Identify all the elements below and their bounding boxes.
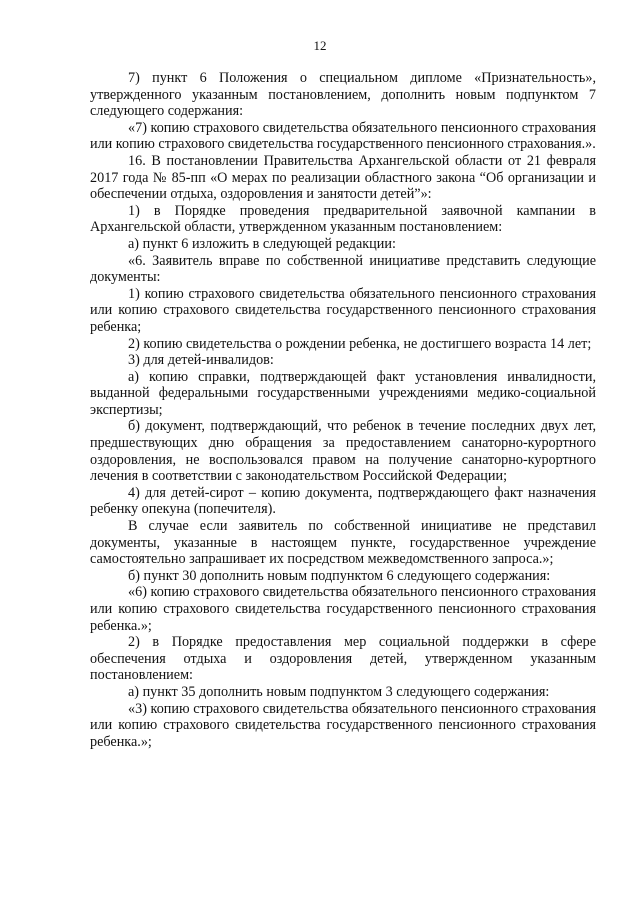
paragraph-interagency-request: В случае если заявитель по собственной инициативе не представил документы, указанные в настоящем пункте, государственное учреждение самостоятельно запрашивает их посредством межведомственного запроса.»;	[90, 518, 596, 568]
paragraph-doc-3a: а) копию справки, подтверждающей факт установления инвалидности, выданной федеральными государственными учреждениями медико-социальной экспертизы;	[90, 368, 596, 418]
page-number: 12	[313, 38, 327, 53]
paragraph-subitem-3-text: «3) копию страхового свидетельства обязательного пенсионного страхования или копию страхового свидетельства государственного пенсионного страхования ребенка.»;	[90, 700, 596, 750]
document-body	[90, 70, 596, 750]
paragraph-procedure-1: 1) в Порядке проведения предварительной заявочной кампании в Архангельской области, утвержденном указанным постановлением:	[90, 202, 596, 236]
paragraph-point-a: а) пункт 6 изложить в следующей редакции:	[128, 235, 396, 252]
paragraph-point-6-intro: «6. Заявитель вправе по собственной инициативе представить следующие документы:	[90, 252, 596, 286]
paragraph-item-7-diploma: 7) пункт 6 Положения о специальном дипломе «Признательность», утвержденного указанным постановлением, дополнить новым подпунктом 7 следующего содержания:	[90, 70, 596, 120]
paragraph-doc-3: 3) для детей-инвалидов:	[128, 352, 274, 369]
paragraph-point-b: б) пункт 30 дополнить новым подпунктом 6 следующего содержания:	[128, 567, 551, 584]
paragraph-subitem-7-text: «7) копию страхового свидетельства обязательного пенсионного страхования или копию страхового свидетельства государственного пенсионного страхования.».	[90, 119, 596, 153]
paragraph-subitem-6-text: «6) копию страхового свидетельства обязательного пенсионного страхования или копию страхового свидетельства государственного пенсионного страхования ребенка.»;	[90, 584, 596, 634]
paragraph-doc-4: 4) для детей-сирот – копию документа, подтверждающего факт назначения ребенку опекуна (попечителя).	[90, 484, 596, 518]
paragraph-item-16: 16. В постановлении Правительства Архангельской области от 21 февраля 2017 года № 85-пп «О мерах по реализации областного закона “Об организации и обеспечении отдыха, оздоровления и занятости детей”»:	[90, 152, 596, 203]
paragraph-doc-3b: б) документ, подтверждающий, что ребенок в течение последних двух лет, предшествующих дню обращения за предоставлением санаторно-курортного оздоровления, не воспользовался правом на получение санаторно-курортного лечения в соответствии с законодательством Российской Федерации;	[90, 418, 596, 485]
paragraph-point-a-35: а) пункт 35 дополнить новым подпунктом 3 следующего содержания:	[128, 683, 550, 700]
paragraph-doc-1: 1) копию страхового свидетельства обязательного пенсионного страхования или копию страхового свидетельства государственного пенсионного страхования ребенка;	[90, 285, 596, 335]
paragraph-procedure-2: 2) в Порядке предоставления мер социальной поддержки в сфере обеспечения отдыха и оздоровления детей, утвержденном указанным постановлением:	[90, 634, 596, 684]
paragraph-doc-2: 2) копию свидетельства о рождении ребенка, не достигшего возраста 14 лет;	[128, 335, 592, 352]
